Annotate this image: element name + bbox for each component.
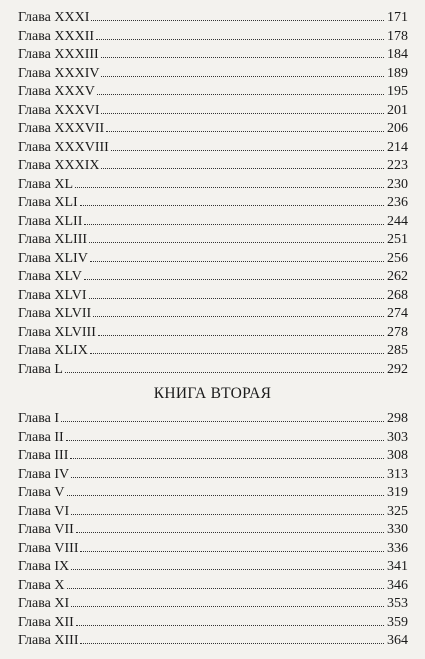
toc-entry bbox=[18, 9, 408, 28]
dot-leader bbox=[101, 168, 384, 169]
chapter-label: Глава XXXIX bbox=[18, 158, 100, 173]
dot-leader bbox=[101, 57, 384, 58]
page-number: 308 bbox=[387, 448, 408, 463]
page-number: 319 bbox=[387, 485, 408, 500]
page-number: 292 bbox=[387, 361, 408, 377]
page-number: 189 bbox=[387, 65, 408, 81]
chapter-label: Глава XLIII bbox=[18, 232, 88, 247]
toc-entry bbox=[18, 429, 408, 448]
toc-entry bbox=[18, 120, 408, 139]
chapter-label: Глава XLII bbox=[18, 213, 83, 229]
toc-list-part-2 bbox=[18, 410, 408, 651]
toc-entry bbox=[18, 324, 408, 343]
dot-leader bbox=[66, 440, 384, 441]
toc-entry bbox=[18, 287, 408, 306]
chapter-label: Глава XLVI bbox=[18, 287, 87, 303]
page-number: 230 bbox=[387, 176, 408, 192]
page-number: 214 bbox=[387, 139, 408, 155]
page-number: 201 bbox=[387, 102, 408, 118]
page-number: 184 bbox=[387, 47, 408, 62]
dot-leader bbox=[111, 150, 384, 151]
page-number: 236 bbox=[387, 195, 408, 210]
chapter-label: Глава L bbox=[18, 361, 63, 377]
book-two-heading: КНИГА ВТОРАЯ bbox=[153, 385, 272, 402]
toc-entry bbox=[18, 157, 408, 176]
toc-entry bbox=[18, 139, 408, 158]
chapter-label: Глава IX bbox=[18, 559, 70, 574]
page-number: 251 bbox=[387, 232, 408, 247]
page-number: 330 bbox=[387, 522, 408, 537]
dot-leader bbox=[76, 532, 384, 533]
dot-leader bbox=[71, 514, 384, 515]
page-number: 278 bbox=[387, 324, 408, 340]
toc-entry bbox=[18, 176, 408, 195]
dot-leader bbox=[67, 588, 385, 589]
chapter-label: Глава XIII bbox=[18, 633, 79, 648]
chapter-label: Глава XLV bbox=[18, 269, 82, 284]
dot-leader bbox=[90, 261, 384, 262]
dot-leader bbox=[101, 76, 384, 77]
toc-entry bbox=[18, 614, 408, 633]
dot-leader bbox=[71, 606, 384, 607]
chapter-label: Глава XI bbox=[18, 596, 70, 611]
toc-entry bbox=[18, 361, 408, 380]
chapter-label: Глава XXXIV bbox=[18, 65, 100, 81]
page-number: 195 bbox=[387, 84, 408, 99]
page-number: 171 bbox=[387, 10, 408, 25]
chapter-label: Глава XL bbox=[18, 176, 74, 192]
page-number: 223 bbox=[387, 158, 408, 173]
dot-leader bbox=[84, 279, 384, 280]
page-number: 256 bbox=[387, 250, 408, 266]
toc-entry bbox=[18, 28, 408, 47]
chapter-label: Глава XXXVII bbox=[18, 121, 105, 136]
page-number: 336 bbox=[387, 540, 408, 556]
dot-leader bbox=[65, 372, 384, 373]
toc-entry bbox=[18, 447, 408, 466]
page-number: 359 bbox=[387, 614, 408, 630]
page-number: 178 bbox=[387, 28, 408, 44]
chapter-label: Глава XXXIII bbox=[18, 47, 99, 62]
dot-leader bbox=[89, 242, 384, 243]
chapter-label: Глава XXXV bbox=[18, 84, 95, 99]
toc-entry bbox=[18, 595, 408, 614]
dot-leader bbox=[96, 39, 384, 40]
chapter-label: Глава XXXVIII bbox=[18, 139, 109, 155]
dot-leader bbox=[80, 551, 384, 552]
dot-leader bbox=[98, 335, 384, 336]
dot-leader bbox=[93, 316, 384, 317]
page-number: 353 bbox=[387, 596, 408, 611]
toc-entry bbox=[18, 65, 408, 84]
toc-entry bbox=[18, 466, 408, 485]
toc-entry bbox=[18, 342, 408, 361]
toc-entry bbox=[18, 521, 408, 540]
page-number: 206 bbox=[387, 121, 408, 136]
page-number: 298 bbox=[387, 411, 408, 426]
chapter-label: Глава I bbox=[18, 411, 60, 426]
dot-leader bbox=[89, 298, 384, 299]
page-number: 274 bbox=[387, 306, 408, 321]
chapter-label: Глава XLVII bbox=[18, 306, 92, 321]
chapter-label: Глава V bbox=[18, 485, 65, 500]
dot-leader bbox=[76, 625, 384, 626]
chapter-label: Глава VI bbox=[18, 503, 70, 519]
dot-leader bbox=[70, 458, 384, 459]
toc-entry bbox=[18, 305, 408, 324]
dot-leader bbox=[61, 421, 384, 422]
chapter-label: Глава VII bbox=[18, 522, 74, 537]
page-number: 325 bbox=[387, 503, 408, 519]
chapter-label: Глава XLVIII bbox=[18, 324, 96, 340]
dot-leader bbox=[67, 495, 385, 496]
chapter-label: Глава XXXI bbox=[18, 10, 90, 25]
dot-leader bbox=[71, 569, 384, 570]
chapter-label: Глава XXXII bbox=[18, 28, 95, 44]
chapter-label: Глава XXXVI bbox=[18, 102, 100, 118]
dot-leader bbox=[106, 131, 384, 132]
chapter-label: Глава II bbox=[18, 429, 64, 445]
toc-entry bbox=[18, 46, 408, 65]
toc-entry bbox=[18, 213, 408, 232]
page-number: 285 bbox=[387, 343, 408, 358]
toc-entry bbox=[18, 540, 408, 559]
dot-leader bbox=[84, 224, 384, 225]
toc-entry bbox=[18, 558, 408, 577]
toc-entry bbox=[18, 83, 408, 102]
chapter-label: Глава XLIV bbox=[18, 250, 88, 266]
dot-leader bbox=[75, 187, 384, 188]
page-number: 268 bbox=[387, 287, 408, 303]
chapter-label: Глава X bbox=[18, 577, 65, 593]
toc-entry bbox=[18, 484, 408, 503]
page-number: 262 bbox=[387, 269, 408, 284]
dot-leader bbox=[80, 643, 384, 644]
page-number: 364 bbox=[387, 633, 408, 648]
toc-entry bbox=[18, 194, 408, 213]
page-number: 313 bbox=[387, 466, 408, 482]
dot-leader bbox=[90, 353, 384, 354]
toc-entry bbox=[18, 102, 408, 121]
chapter-label: Глава III bbox=[18, 448, 69, 463]
toc-entry bbox=[18, 231, 408, 250]
toc-entry bbox=[18, 632, 408, 651]
toc-entry bbox=[18, 268, 408, 287]
chapter-label: Глава XLIX bbox=[18, 343, 88, 358]
page-number: 303 bbox=[387, 429, 408, 445]
toc-entry bbox=[18, 577, 408, 596]
page-number: 341 bbox=[387, 559, 408, 574]
toc-entry bbox=[18, 410, 408, 429]
dot-leader bbox=[97, 94, 384, 95]
chapter-label: Глава VIII bbox=[18, 540, 79, 556]
page-number: 244 bbox=[387, 213, 408, 229]
toc-entry bbox=[18, 250, 408, 269]
chapter-label: Глава XII bbox=[18, 614, 74, 630]
dot-leader bbox=[91, 20, 384, 21]
dot-leader bbox=[71, 477, 384, 478]
page-number: 346 bbox=[387, 577, 408, 593]
toc-list-part-1 bbox=[18, 9, 408, 379]
dot-leader bbox=[80, 205, 384, 206]
chapter-label: Глава XLI bbox=[18, 195, 78, 210]
dot-leader bbox=[101, 113, 384, 114]
toc-entry bbox=[18, 503, 408, 522]
chapter-label: Глава IV bbox=[18, 466, 70, 482]
